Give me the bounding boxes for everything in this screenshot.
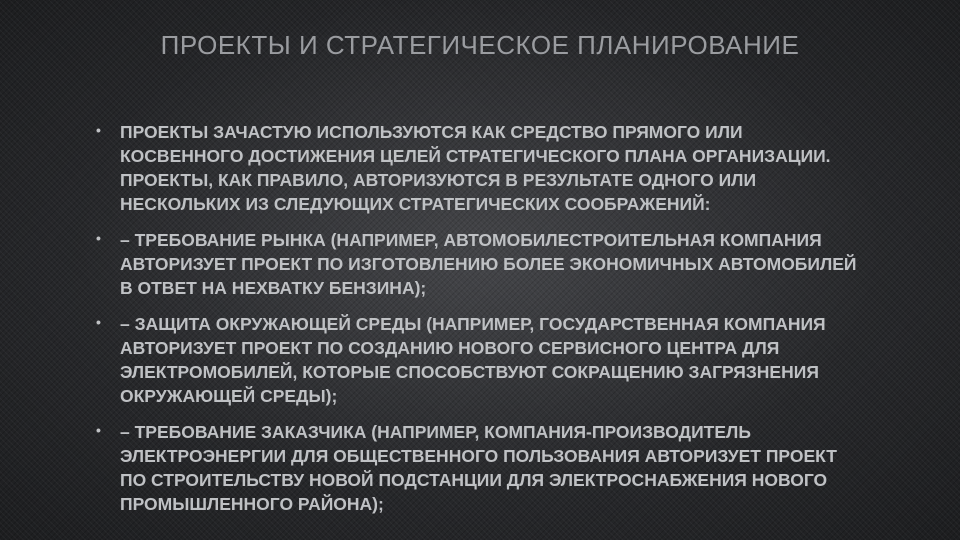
bullet-text: – ТРЕБОВАНИЕ ЗАКАЗЧИКА (НАПРИМЕР, КОМПАНИЯ-ПРОИЗВОДИТЕЛЬ ЭЛЕКТРОЭНЕРГИИ ДЛЯ ОБЩЕСТВЕННОГО ПОЛЬЗОВАНИЯ АВТОРИЗУЕТ ПРОЕКТ ПО СТРОИТЕЛЬСТВУ НОВОЙ ПОДСТАНЦИИ ДЛЯ ЭЛЕКТРОСНАБЖЕНИЯ НОВОГО ПРОМЫШЛЕННОГО РАЙОНА);	[120, 422, 837, 514]
bullet-dot-icon: •	[96, 422, 101, 438]
bullet-list	[96, 120, 866, 528]
bullet-dot-icon: •	[96, 314, 101, 330]
bullet-item-environment	[96, 312, 866, 408]
bullet-item-intro	[96, 120, 866, 216]
bullet-item-customer-request	[96, 420, 866, 516]
bullet-dot-icon: •	[96, 122, 101, 138]
bullet-dot-icon: •	[96, 230, 101, 246]
bullet-text: – ЗАЩИТА ОКРУЖАЮЩЕЙ СРЕДЫ (НАПРИМЕР, ГОСУДАРСТВЕННАЯ КОМПАНИЯ АВТОРИЗУЕТ ПРОЕКТ ПО СОЗДАНИЮ НОВОГО СЕРВИСНОГО ЦЕНТРА ДЛЯ ЭЛЕКТРОМОБИЛЕЙ, КОТОРЫЕ СПОСОБСТВУЮТ СОКРАЩЕНИЮ ЗАГРЯЗНЕНИЯ ОКРУЖАЮЩЕЙ СРЕДЫ);	[120, 314, 826, 406]
bullet-item-market-demand	[96, 228, 866, 300]
bullet-text: ПРОЕКТЫ ЗАЧАСТУЮ ИСПОЛЬЗУЮТСЯ КАК СРЕДСТВО ПРЯМОГО ИЛИ КОСВЕННОГО ДОСТИЖЕНИЯ ЦЕЛЕЙ СТРАТЕГИЧЕСКОГО ПЛАНА ОРГАНИЗАЦИИ. ПРОЕКТЫ, КАК ПРАВИЛО, АВТОРИЗУЮТСЯ В РЕЗУЛЬТАТЕ ОДНОГО ИЛИ НЕСКОЛЬКИХ ИЗ СЛЕДУЮЩИХ СТРАТЕГИЧЕСКИХ СООБРАЖЕНИЙ:	[120, 122, 831, 214]
slide-title: ПРОЕКТЫ И СТРАТЕГИЧЕСКОЕ ПЛАНИРОВАНИЕ	[160, 30, 800, 60]
bullet-text: – ТРЕБОВАНИЕ РЫНКА (НАПРИМЕР, АВТОМОБИЛЕСТРОИТЕЛЬНАЯ КОМПАНИЯ АВТОРИЗУЕТ ПРОЕКТ ПО ИЗГОТОВЛЕНИЮ БОЛЕЕ ЭКОНОМИЧНЫХ АВТОМОБИЛЕЙ В ОТВЕТ НА НЕХВАТКУ БЕНЗИНА);	[120, 230, 857, 298]
